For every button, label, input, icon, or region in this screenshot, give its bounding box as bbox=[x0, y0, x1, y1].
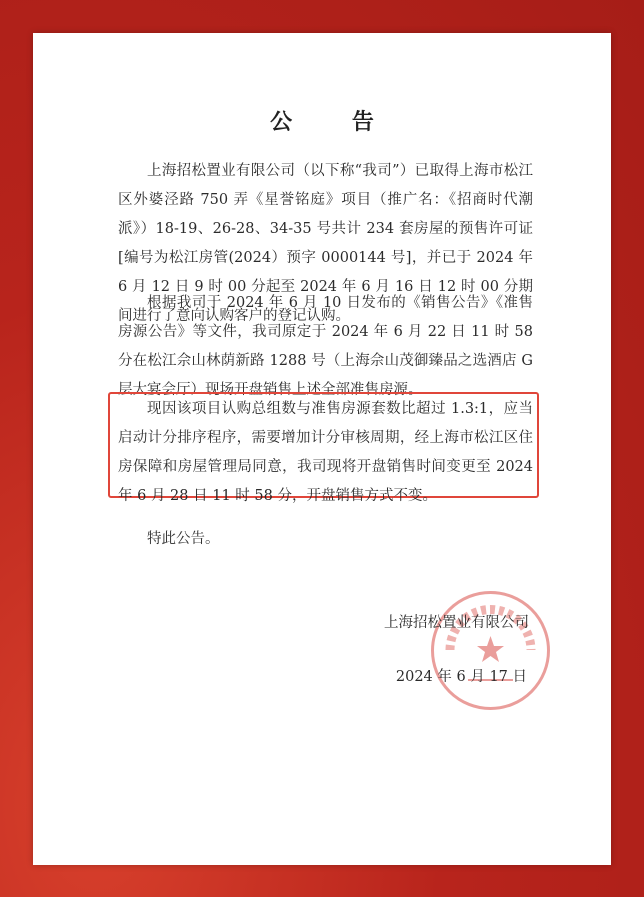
paragraph-2: 根据我司于 2024 年 6 月 10 日发布的《销售公告》《准售房源公告》等文件，我司原定于 2024 年 6 月 22 日 11 时 58 分在松江佘山林荫新路 1288 号（上海佘山茂御臻品之选酒店 G 层大宴会厅）现场开盘销售上述全部准售房源。 bbox=[118, 295, 533, 398]
document-title: 公 告 bbox=[270, 109, 400, 135]
paragraph-3-highlighted: 现因该项目认购总组数与准售房源套数比超过 1.3:1，应当启动计分排序程序，需要增加计分审核周期，经上海市松江区住房保障和房屋管理局同意，我司现将开盘销售时间变更至 2024 年 6 月 28 日 11 时 58 分，开盘销售方式不变。 bbox=[118, 401, 533, 504]
announcement-date: 2024 年 6 月 17 日 bbox=[395, 669, 527, 685]
announcement-paper bbox=[33, 33, 611, 865]
paragraph-1: 上海招松置业有限公司（以下称“我司”）已取得上海市松江区外婆泾路 750 弄《星誉铭庭》项目（推广名：《招商时代潮派》）18-19、26-28、34-35 号共计 234 套房屋的预售许可证[编号为松江房管(2024）预字 0000144 号]，并已于 2024 年 6 月 12 日 9 时 00 分起至 2024 年 6 月 16 日 12 时 00 分期间进行了意向认购客户的登记认购。 bbox=[118, 163, 533, 324]
company-seal-stamp bbox=[428, 588, 553, 713]
company-signature: 上海招松置业有限公司 bbox=[384, 615, 529, 631]
closing-line: 特此公告。 bbox=[147, 531, 220, 547]
